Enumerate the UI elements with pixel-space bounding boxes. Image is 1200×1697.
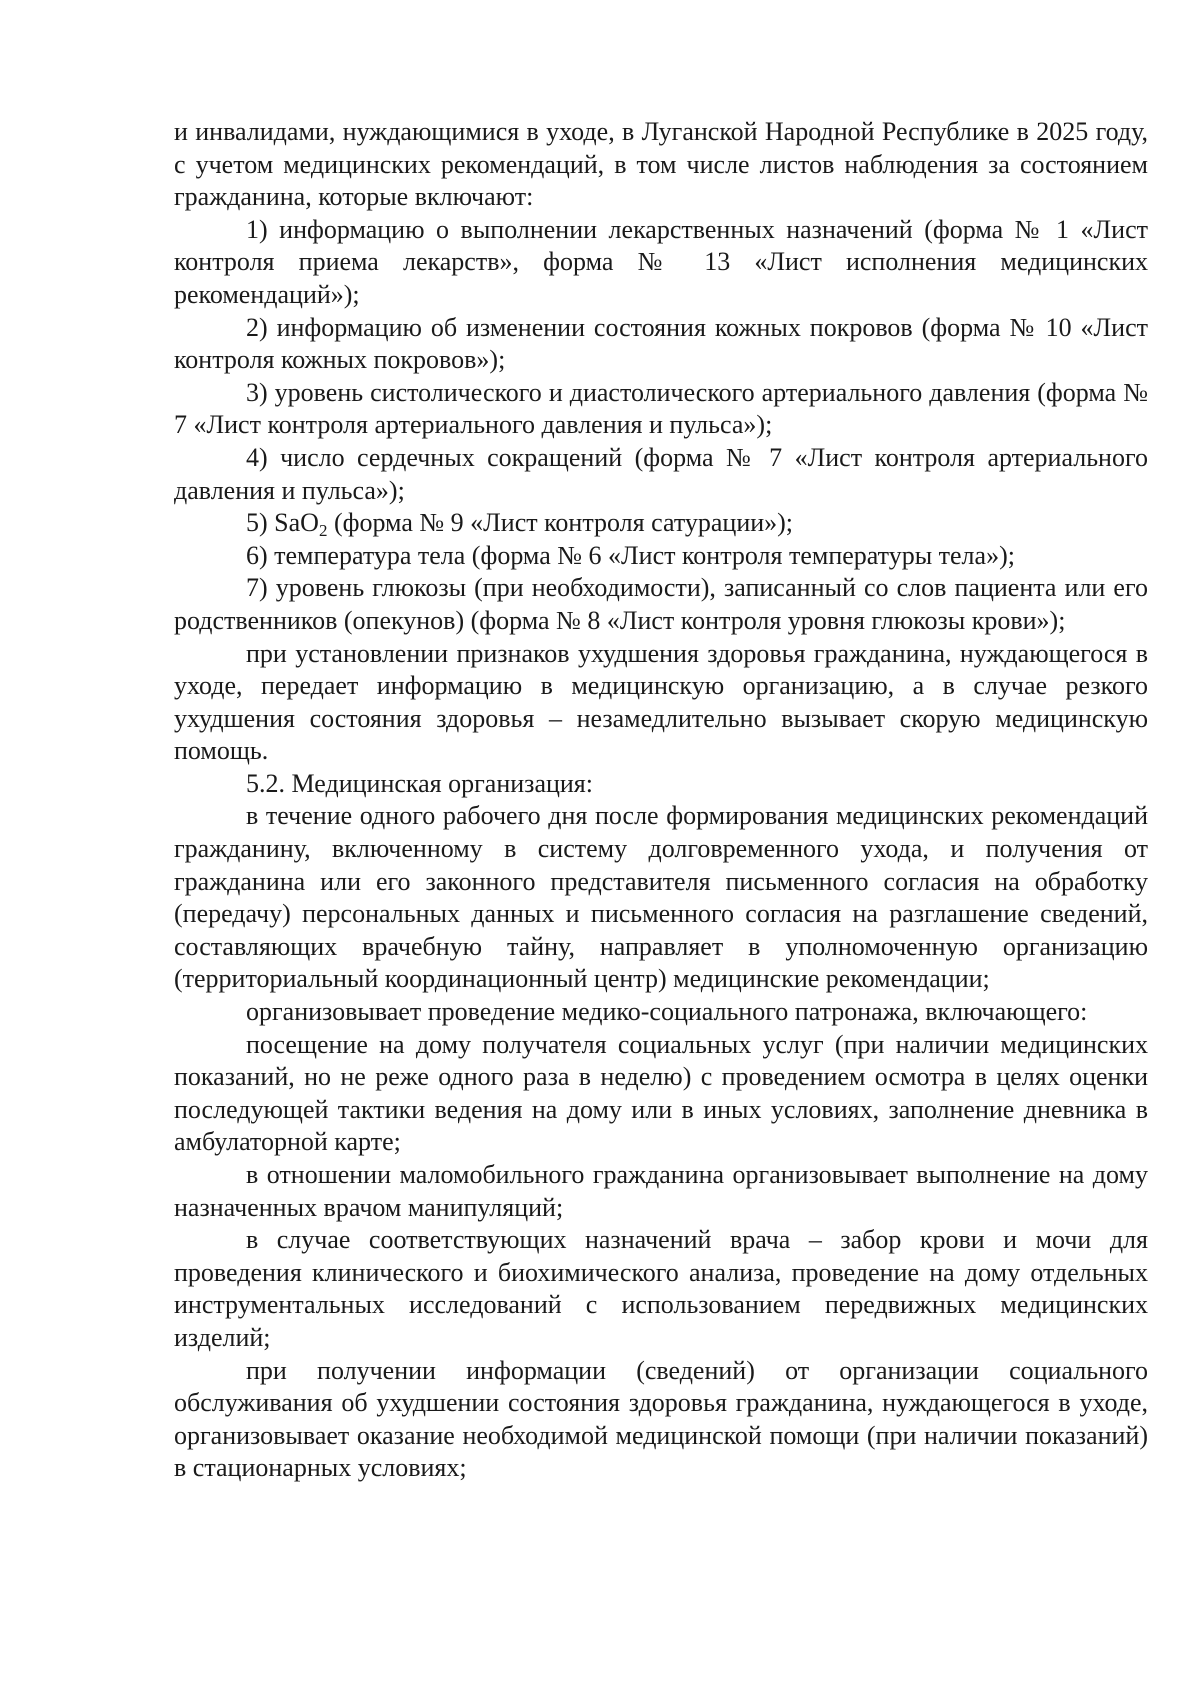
paragraph-home-visit: посещение на дому получателя социальных услуг (при наличии медицинских показаний, но не реже одного раза в неделю) с проведением осмотра в целях оценки последующей тактики ведения на дому или в иных условиях, заполнение дневника в амбулаторной карте; — [174, 1029, 1148, 1157]
list-item-7: 7) уровень глюкозы (при необходимости), записанный со слов пациента или его родственников (опекунов) (форма № 8 «Лист контроля уровня глюкозы крови»); — [174, 573, 1148, 635]
document-body — [174, 116, 1148, 1485]
paragraph-blood-test: в случае соответствующих назначений врача – забор крови и мочи для проведения клинического и биохимического анализа, проведение на дому отдельных инструментальных исследований с использованием передвижных медицинских изделий; — [174, 1225, 1148, 1352]
list-item-1: 1) информацию о выполнении лекарственных назначений (форма № 1 «Лист контроля приема лекарств», форма № 13 «Лист исполнения медицинских рекомендаций»); — [174, 214, 1148, 309]
list-item-5 — [174, 507, 1148, 540]
paragraph-deterioration: при установлении признаков ухудшения здоровья гражданина, нуждающегося в уходе, передает информацию в медицинскую организацию, а в случае резкого ухудшения состояния здоровья – незамедлительно вызывает скорую медицинскую помощь. — [174, 638, 1148, 766]
list-item-5-text: 5) SaO — [246, 508, 319, 538]
list-item-6: 6) температура тела (форма № 6 «Лист контроля температуры тела»); — [246, 540, 1015, 570]
paragraph-patronage: организовывает проведение медико-социального патронажа, включающего: — [246, 997, 1088, 1027]
list-item-2: 2) информацию об изменении состояния кожных покровов (форма № 10 «Лист контроля кожных покровов»); — [174, 312, 1148, 375]
paragraph-intro-continuation: и инвалидами, нуждающимися в уходе, в Луганской Народной Республике в 2025 году, с учетом медицинских рекомендаций, в том числе листов наблюдения за состоянием гражданина, которые включают: — [174, 117, 1148, 212]
section-heading-5-2: 5.2. Медицинская организация: — [246, 768, 593, 798]
list-item-4: 4) число сердечных сокращений (форма № 7 «Лист контроля артериального давления и пульса»); — [174, 442, 1148, 505]
list-item-3: 3) уровень систолического и диастолического артериального давления (форма № 7 «Лист контроля артериального давления и пульса»); — [174, 377, 1148, 440]
paragraph-low-mobility: в отношении маломобильного гражданина организовывает выполнение на дому назначенных врачом манипуляций; — [174, 1160, 1148, 1222]
paragraph-inpatient-care: при получении информации (сведений) от организации социального обслуживания об ухудшении состояния здоровья гражданина, нуждающегося в уходе, организовывает оказание необходимой медицинской помощи (при наличии показаний) в стационарных условиях; — [174, 1355, 1148, 1483]
list-item-5-subscript: 2 — [318, 521, 328, 541]
paragraph-recommendations: в течение одного рабочего дня после формирования медицинских рекомендаций гражданину, включенному в систему долговременного ухода, и получения от гражданина или его законного представителя письменного согласия на обработку (передачу) персональных данных и письменного согласия на разглашение сведений, составляющих врачебную тайну, направляет в уполномоченную организацию (территориальный координационный центр) медицинские рекомендации; — [174, 801, 1148, 994]
list-item-5-text-after: (форма № 9 «Лист контроля сатурации»); — [327, 508, 794, 538]
